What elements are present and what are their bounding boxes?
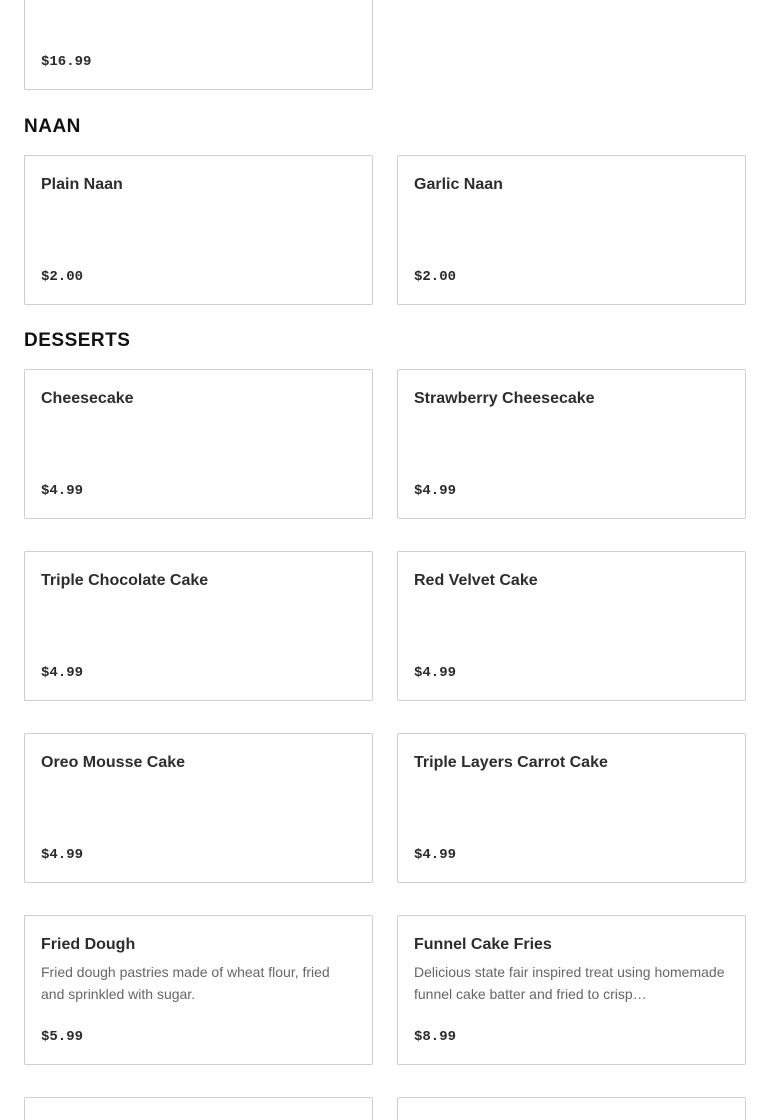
menu-item-card[interactable]: [397, 733, 746, 883]
menu-item-name: Garlic Naan: [414, 176, 503, 193]
menu-item-price: $5.99: [41, 1029, 84, 1045]
section-title-desserts: DESSERTS: [24, 330, 131, 351]
menu-item-price: $4.99: [414, 665, 457, 681]
menu-item-price: $2.00: [414, 269, 457, 285]
section-title-naan: NAAN: [24, 116, 81, 137]
menu-item-name: Oreo Mousse Cake: [41, 754, 186, 771]
menu-item-card[interactable]: [24, 369, 373, 519]
menu-item-price: $8.99: [414, 1029, 457, 1045]
menu-item-name: Cheesecake: [41, 390, 134, 407]
menu-item-card[interactable]: [24, 733, 373, 883]
menu-item-card[interactable]: [24, 915, 373, 1065]
menu-item-name: Plain Naan: [41, 176, 123, 193]
menu-item-price: $4.99: [414, 483, 457, 499]
menu-item-card[interactable]: [397, 915, 746, 1065]
menu-item-description: Fried dough pastries made of wheat flour, fried and sprinkled with sugar.: [41, 964, 330, 1002]
menu-item-card[interactable]: [397, 551, 746, 701]
menu-item-price: $4.99: [41, 847, 84, 863]
menu-item-price: $4.99: [41, 665, 84, 681]
menu-item-price: $2.00: [41, 269, 84, 285]
menu-item-price: $16.99: [41, 54, 92, 70]
menu-item-name: Strawberry Cheesecake: [414, 390, 595, 407]
menu-item-description: Delicious state fair inspired treat using homemade funnel cake batter and fried to crisp…: [414, 964, 725, 1002]
menu-item-card-partial[interactable]: [24, 0, 373, 90]
menu-item-card[interactable]: [24, 155, 373, 305]
menu-item-card[interactable]: [397, 155, 746, 305]
menu-item-name: Red Velvet Cake: [414, 572, 538, 589]
menu-item-card-partial[interactable]: [24, 1097, 373, 1120]
menu-item-card[interactable]: [24, 551, 373, 701]
menu-item-price: $4.99: [414, 847, 457, 863]
menu-item-name: Fried Dough: [41, 936, 136, 953]
menu-item-name: Funnel Cake Fries: [414, 936, 552, 953]
menu-item-price: $4.99: [41, 483, 84, 499]
menu-item-name: Triple Chocolate Cake: [41, 572, 209, 589]
menu-item-name: Triple Layers Carrot Cake: [414, 754, 608, 771]
menu-item-card-partial[interactable]: [397, 1097, 746, 1120]
menu-item-card[interactable]: [397, 369, 746, 519]
